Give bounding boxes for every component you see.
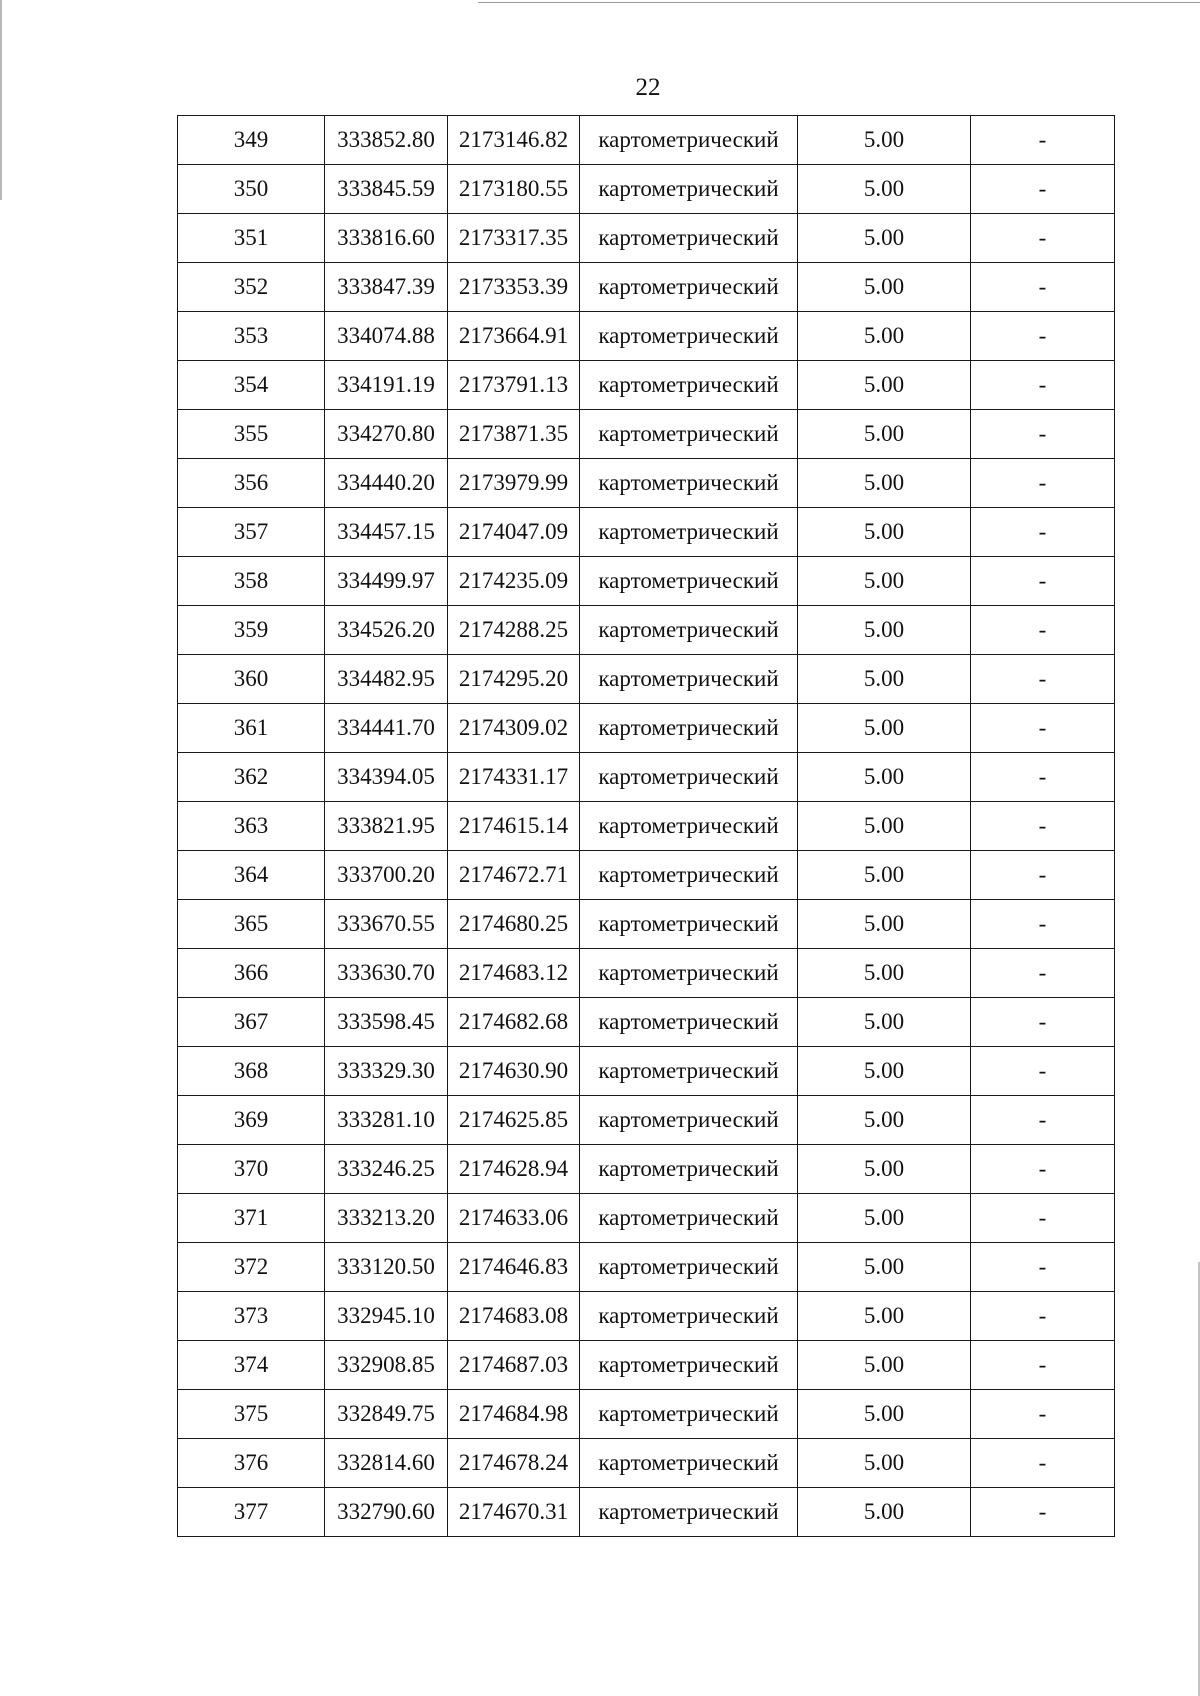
note-cell: - bbox=[971, 557, 1115, 606]
accuracy-cell: 5.00 bbox=[798, 1341, 971, 1390]
x-coordinate-cell: 334074.88 bbox=[325, 312, 448, 361]
table-row bbox=[178, 998, 1115, 1047]
table-row bbox=[178, 165, 1115, 214]
x-coordinate-cell: 334526.20 bbox=[325, 606, 448, 655]
table-row bbox=[178, 508, 1115, 557]
y-coordinate-cell: 2174625.85 bbox=[448, 1096, 580, 1145]
method-cell: картометрический bbox=[580, 1047, 798, 1096]
table-row bbox=[178, 557, 1115, 606]
method-cell: картометрический bbox=[580, 263, 798, 312]
point-number-cell: 362 bbox=[178, 753, 325, 802]
point-number-cell: 371 bbox=[178, 1194, 325, 1243]
x-coordinate-cell: 333329.30 bbox=[325, 1047, 448, 1096]
x-coordinate-cell: 334440.20 bbox=[325, 459, 448, 508]
accuracy-cell: 5.00 bbox=[798, 900, 971, 949]
method-cell: картометрический bbox=[580, 998, 798, 1047]
note-cell: - bbox=[971, 851, 1115, 900]
coordinates-table bbox=[177, 115, 1115, 1537]
y-coordinate-cell: 2174628.94 bbox=[448, 1145, 580, 1194]
x-coordinate-cell: 334441.70 bbox=[325, 704, 448, 753]
point-number-cell: 356 bbox=[178, 459, 325, 508]
coordinates-table-body bbox=[178, 116, 1115, 1537]
point-number-cell: 377 bbox=[178, 1488, 325, 1537]
note-cell: - bbox=[971, 361, 1115, 410]
point-number-cell: 363 bbox=[178, 802, 325, 851]
x-coordinate-cell: 332790.60 bbox=[325, 1488, 448, 1537]
note-cell: - bbox=[971, 1439, 1115, 1488]
y-coordinate-cell: 2174615.14 bbox=[448, 802, 580, 851]
method-cell: картометрический bbox=[580, 1488, 798, 1537]
point-number-cell: 351 bbox=[178, 214, 325, 263]
note-cell: - bbox=[971, 116, 1115, 165]
table-row bbox=[178, 312, 1115, 361]
point-number-cell: 353 bbox=[178, 312, 325, 361]
y-coordinate-cell: 2174309.02 bbox=[448, 704, 580, 753]
y-coordinate-cell: 2173317.35 bbox=[448, 214, 580, 263]
note-cell: - bbox=[971, 459, 1115, 508]
scan-top-rule bbox=[478, 2, 1200, 3]
method-cell: картометрический bbox=[580, 1145, 798, 1194]
accuracy-cell: 5.00 bbox=[798, 410, 971, 459]
point-number-cell: 367 bbox=[178, 998, 325, 1047]
method-cell: картометрический bbox=[580, 557, 798, 606]
method-cell: картометрический bbox=[580, 361, 798, 410]
x-coordinate-cell: 333281.10 bbox=[325, 1096, 448, 1145]
x-coordinate-cell: 333670.55 bbox=[325, 900, 448, 949]
point-number-cell: 370 bbox=[178, 1145, 325, 1194]
x-coordinate-cell: 334394.05 bbox=[325, 753, 448, 802]
x-coordinate-cell: 334457.15 bbox=[325, 508, 448, 557]
table-row bbox=[178, 1145, 1115, 1194]
x-coordinate-cell: 334499.97 bbox=[325, 557, 448, 606]
accuracy-cell: 5.00 bbox=[798, 606, 971, 655]
table-row bbox=[178, 1047, 1115, 1096]
note-cell: - bbox=[971, 1390, 1115, 1439]
accuracy-cell: 5.00 bbox=[798, 557, 971, 606]
y-coordinate-cell: 2174288.25 bbox=[448, 606, 580, 655]
note-cell: - bbox=[971, 1292, 1115, 1341]
table-row bbox=[178, 802, 1115, 851]
y-coordinate-cell: 2174683.12 bbox=[448, 949, 580, 998]
note-cell: - bbox=[971, 802, 1115, 851]
table-row bbox=[178, 410, 1115, 459]
point-number-cell: 349 bbox=[178, 116, 325, 165]
table-row bbox=[178, 900, 1115, 949]
accuracy-cell: 5.00 bbox=[798, 753, 971, 802]
table-row bbox=[178, 655, 1115, 704]
point-number-cell: 372 bbox=[178, 1243, 325, 1292]
x-coordinate-cell: 333598.45 bbox=[325, 998, 448, 1047]
note-cell: - bbox=[971, 1243, 1115, 1292]
y-coordinate-cell: 2173146.82 bbox=[448, 116, 580, 165]
x-coordinate-cell: 333246.25 bbox=[325, 1145, 448, 1194]
x-coordinate-cell: 334191.19 bbox=[325, 361, 448, 410]
method-cell: картометрический bbox=[580, 1243, 798, 1292]
accuracy-cell: 5.00 bbox=[798, 802, 971, 851]
note-cell: - bbox=[971, 949, 1115, 998]
y-coordinate-cell: 2173871.35 bbox=[448, 410, 580, 459]
method-cell: картометрический bbox=[580, 949, 798, 998]
note-cell: - bbox=[971, 998, 1115, 1047]
point-number-cell: 376 bbox=[178, 1439, 325, 1488]
accuracy-cell: 5.00 bbox=[798, 508, 971, 557]
point-number-cell: 369 bbox=[178, 1096, 325, 1145]
table-row bbox=[178, 116, 1115, 165]
note-cell: - bbox=[971, 655, 1115, 704]
point-number-cell: 364 bbox=[178, 851, 325, 900]
x-coordinate-cell: 333120.50 bbox=[325, 1243, 448, 1292]
method-cell: картометрический bbox=[580, 1390, 798, 1439]
y-coordinate-cell: 2174633.06 bbox=[448, 1194, 580, 1243]
x-coordinate-cell: 333845.59 bbox=[325, 165, 448, 214]
method-cell: картометрический bbox=[580, 900, 798, 949]
method-cell: картометрический bbox=[580, 312, 798, 361]
point-number-cell: 368 bbox=[178, 1047, 325, 1096]
y-coordinate-cell: 2173664.91 bbox=[448, 312, 580, 361]
table-row bbox=[178, 1439, 1115, 1488]
point-number-cell: 355 bbox=[178, 410, 325, 459]
accuracy-cell: 5.00 bbox=[798, 263, 971, 312]
point-number-cell: 361 bbox=[178, 704, 325, 753]
point-number-cell: 352 bbox=[178, 263, 325, 312]
x-coordinate-cell: 334270.80 bbox=[325, 410, 448, 459]
accuracy-cell: 5.00 bbox=[798, 998, 971, 1047]
accuracy-cell: 5.00 bbox=[798, 1292, 971, 1341]
note-cell: - bbox=[971, 312, 1115, 361]
y-coordinate-cell: 2174672.71 bbox=[448, 851, 580, 900]
point-number-cell: 374 bbox=[178, 1341, 325, 1390]
table-row bbox=[178, 459, 1115, 508]
note-cell: - bbox=[971, 704, 1115, 753]
table-row bbox=[178, 1096, 1115, 1145]
table-row bbox=[178, 1390, 1115, 1439]
x-coordinate-cell: 333816.60 bbox=[325, 214, 448, 263]
x-coordinate-cell: 333821.95 bbox=[325, 802, 448, 851]
method-cell: картометрический bbox=[580, 704, 798, 753]
y-coordinate-cell: 2174295.20 bbox=[448, 655, 580, 704]
x-coordinate-cell: 332814.60 bbox=[325, 1439, 448, 1488]
table-row bbox=[178, 1292, 1115, 1341]
x-coordinate-cell: 332908.85 bbox=[325, 1341, 448, 1390]
note-cell: - bbox=[971, 606, 1115, 655]
x-coordinate-cell: 333213.20 bbox=[325, 1194, 448, 1243]
method-cell: картометрический bbox=[580, 802, 798, 851]
table-row bbox=[178, 851, 1115, 900]
point-number-cell: 350 bbox=[178, 165, 325, 214]
method-cell: картометрический bbox=[580, 165, 798, 214]
method-cell: картометрический bbox=[580, 214, 798, 263]
y-coordinate-cell: 2174684.98 bbox=[448, 1390, 580, 1439]
note-cell: - bbox=[971, 753, 1115, 802]
table-row bbox=[178, 214, 1115, 263]
accuracy-cell: 5.00 bbox=[798, 116, 971, 165]
table-row bbox=[178, 606, 1115, 655]
note-cell: - bbox=[971, 1194, 1115, 1243]
accuracy-cell: 5.00 bbox=[798, 949, 971, 998]
method-cell: картометрический bbox=[580, 1194, 798, 1243]
table-row bbox=[178, 1341, 1115, 1390]
note-cell: - bbox=[971, 900, 1115, 949]
y-coordinate-cell: 2174630.90 bbox=[448, 1047, 580, 1096]
accuracy-cell: 5.00 bbox=[798, 214, 971, 263]
y-coordinate-cell: 2174678.24 bbox=[448, 1439, 580, 1488]
point-number-cell: 354 bbox=[178, 361, 325, 410]
method-cell: картометрический bbox=[580, 1341, 798, 1390]
note-cell: - bbox=[971, 165, 1115, 214]
y-coordinate-cell: 2174680.25 bbox=[448, 900, 580, 949]
y-coordinate-cell: 2173791.13 bbox=[448, 361, 580, 410]
method-cell: картометрический bbox=[580, 1292, 798, 1341]
table-row bbox=[178, 361, 1115, 410]
point-number-cell: 359 bbox=[178, 606, 325, 655]
accuracy-cell: 5.00 bbox=[798, 165, 971, 214]
y-coordinate-cell: 2174047.09 bbox=[448, 508, 580, 557]
y-coordinate-cell: 2174687.03 bbox=[448, 1341, 580, 1390]
accuracy-cell: 5.00 bbox=[798, 1194, 971, 1243]
accuracy-cell: 5.00 bbox=[798, 1439, 971, 1488]
method-cell: картометрический bbox=[580, 508, 798, 557]
note-cell: - bbox=[971, 1096, 1115, 1145]
point-number-cell: 375 bbox=[178, 1390, 325, 1439]
y-coordinate-cell: 2174646.83 bbox=[448, 1243, 580, 1292]
table-row bbox=[178, 1488, 1115, 1537]
y-coordinate-cell: 2173353.39 bbox=[448, 263, 580, 312]
table-row bbox=[178, 1194, 1115, 1243]
method-cell: картометрический bbox=[580, 116, 798, 165]
accuracy-cell: 5.00 bbox=[798, 459, 971, 508]
method-cell: картометрический bbox=[580, 410, 798, 459]
table-row bbox=[178, 263, 1115, 312]
accuracy-cell: 5.00 bbox=[798, 1145, 971, 1194]
note-cell: - bbox=[971, 1047, 1115, 1096]
point-number-cell: 373 bbox=[178, 1292, 325, 1341]
accuracy-cell: 5.00 bbox=[798, 1488, 971, 1537]
method-cell: картометрический bbox=[580, 753, 798, 802]
accuracy-cell: 5.00 bbox=[798, 361, 971, 410]
accuracy-cell: 5.00 bbox=[798, 1047, 971, 1096]
y-coordinate-cell: 2174235.09 bbox=[448, 557, 580, 606]
y-coordinate-cell: 2174331.17 bbox=[448, 753, 580, 802]
x-coordinate-cell: 333852.80 bbox=[325, 116, 448, 165]
note-cell: - bbox=[971, 1341, 1115, 1390]
table-row bbox=[178, 949, 1115, 998]
note-cell: - bbox=[971, 410, 1115, 459]
accuracy-cell: 5.00 bbox=[798, 851, 971, 900]
x-coordinate-cell: 333700.20 bbox=[325, 851, 448, 900]
x-coordinate-cell: 333847.39 bbox=[325, 263, 448, 312]
point-number-cell: 366 bbox=[178, 949, 325, 998]
accuracy-cell: 5.00 bbox=[798, 655, 971, 704]
method-cell: картометрический bbox=[580, 851, 798, 900]
note-cell: - bbox=[971, 508, 1115, 557]
accuracy-cell: 5.00 bbox=[798, 1390, 971, 1439]
accuracy-cell: 5.00 bbox=[798, 1243, 971, 1292]
table-row bbox=[178, 753, 1115, 802]
point-number-cell: 358 bbox=[178, 557, 325, 606]
point-number-cell: 365 bbox=[178, 900, 325, 949]
y-coordinate-cell: 2173180.55 bbox=[448, 165, 580, 214]
method-cell: картометрический bbox=[580, 606, 798, 655]
accuracy-cell: 5.00 bbox=[798, 312, 971, 361]
y-coordinate-cell: 2174682.68 bbox=[448, 998, 580, 1047]
x-coordinate-cell: 332849.75 bbox=[325, 1390, 448, 1439]
page-number: 22 bbox=[635, 74, 661, 101]
accuracy-cell: 5.00 bbox=[798, 1096, 971, 1145]
method-cell: картометрический bbox=[580, 1439, 798, 1488]
point-number-cell: 357 bbox=[178, 508, 325, 557]
method-cell: картометрический bbox=[580, 1096, 798, 1145]
method-cell: картометрический bbox=[580, 655, 798, 704]
method-cell: картометрический bbox=[580, 459, 798, 508]
note-cell: - bbox=[971, 263, 1115, 312]
note-cell: - bbox=[971, 1145, 1115, 1194]
table-row bbox=[178, 1243, 1115, 1292]
note-cell: - bbox=[971, 214, 1115, 263]
table-row bbox=[178, 704, 1115, 753]
y-coordinate-cell: 2174683.08 bbox=[448, 1292, 580, 1341]
accuracy-cell: 5.00 bbox=[798, 704, 971, 753]
note-cell: - bbox=[971, 1488, 1115, 1537]
y-coordinate-cell: 2173979.99 bbox=[448, 459, 580, 508]
x-coordinate-cell: 332945.10 bbox=[325, 1292, 448, 1341]
point-number-cell: 360 bbox=[178, 655, 325, 704]
y-coordinate-cell: 2174670.31 bbox=[448, 1488, 580, 1537]
x-coordinate-cell: 334482.95 bbox=[325, 655, 448, 704]
x-coordinate-cell: 333630.70 bbox=[325, 949, 448, 998]
